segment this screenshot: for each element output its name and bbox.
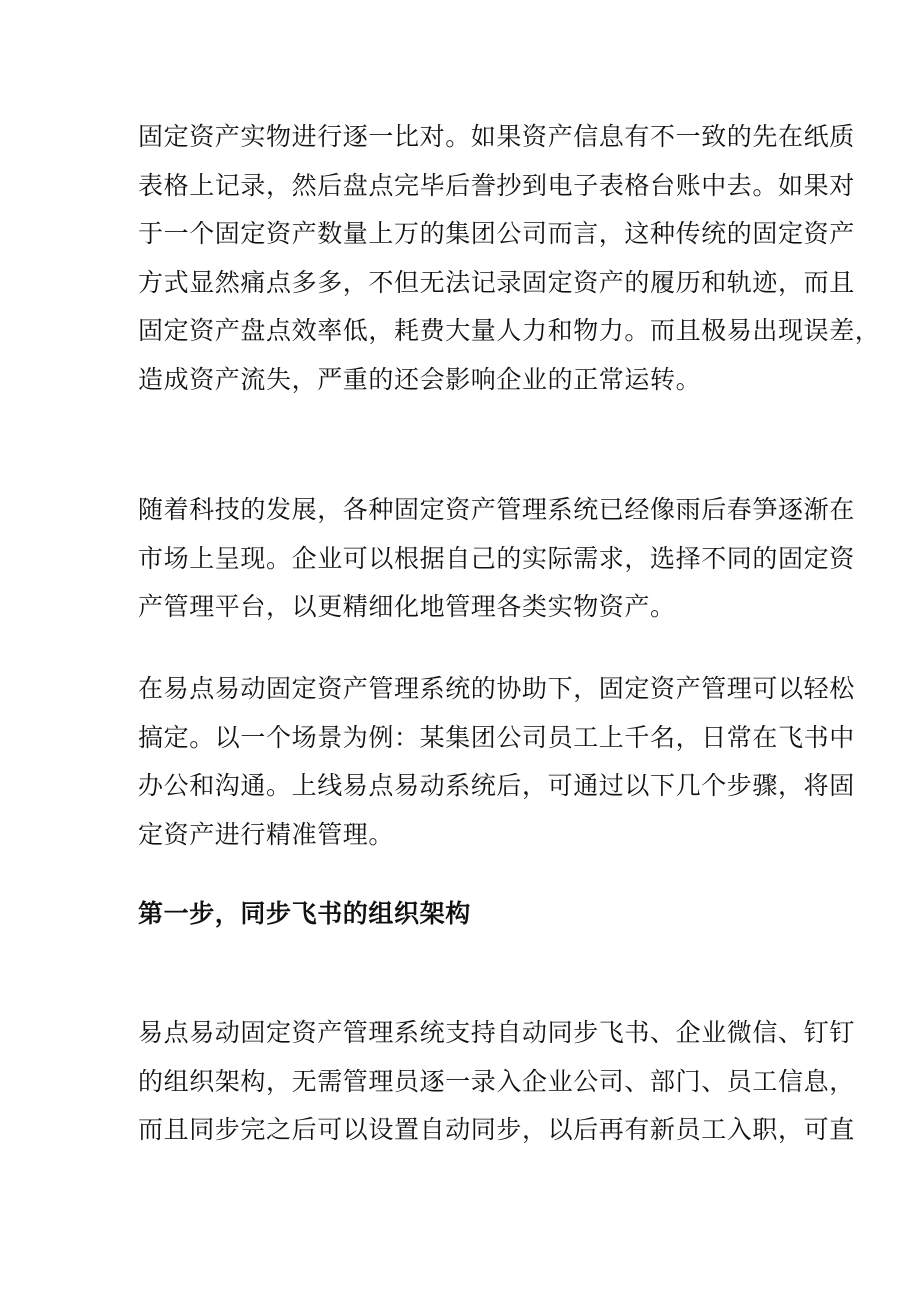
text-line: 方式显然痛点多多，不但无法记录固定资产的履历和轨迹，而且 bbox=[138, 267, 855, 297]
text-line: 表格上记录，然后盘点完毕后誊抄到电子表格台账中去。如果对 bbox=[138, 170, 855, 200]
text-line: 于一个固定资产数量上万的集团公司而言，这种传统的固定资产 bbox=[138, 219, 855, 248]
paragraph-org-sync bbox=[138, 1009, 855, 1155]
text-line: 的组织架构，无需管理员逐一录入企业公司、部门、员工信息， bbox=[138, 1066, 855, 1096]
text-line: 而且同步完之后可以设置自动同步，以后再有新员工入职，可直 bbox=[138, 1115, 855, 1144]
text-line: 定资产进行精准管理。 bbox=[138, 819, 395, 849]
text-line: 市场上呈现。企业可以根据自己的实际需求，选择不同的固定资 bbox=[138, 543, 855, 573]
text-line: 产管理平台，以更精细化地管理各类实物资产。 bbox=[138, 592, 676, 621]
text-line: 固定资产盘点效率低，耗费大量人力和物力。而且极易出现误差， bbox=[138, 316, 881, 345]
section-heading-step-one: 第一步，同步飞书的组织架构 bbox=[138, 899, 471, 928]
text-line: 固定资产实物进行逐一比对。如果资产信息有不一致的先在纸质 bbox=[138, 122, 855, 151]
text-line: 在易点易动固定资产管理系统的协助下，固定资产管理可以轻松 bbox=[138, 674, 855, 703]
text-line: 搞定。以一个场景为例：某集团公司员工上千名，日常在飞书中 bbox=[138, 722, 855, 752]
paragraph-scenario bbox=[138, 665, 855, 859]
paragraph-traditional-inventory bbox=[138, 113, 881, 404]
paragraph-tech-development bbox=[138, 486, 855, 632]
text-line: 造成资产流失，严重的还会影响企业的正常运转。 bbox=[138, 364, 702, 394]
text-line: 随着科技的发展，各种固定资产管理系统已经像雨后春笋逐渐在 bbox=[138, 495, 855, 524]
text-line: 易点易动固定资产管理系统支持自动同步飞书、企业微信、钉钉 bbox=[138, 1018, 855, 1047]
text-line: 办公和沟通。上线易点易动系统后，可通过以下几个步骤，将固 bbox=[138, 771, 855, 800]
